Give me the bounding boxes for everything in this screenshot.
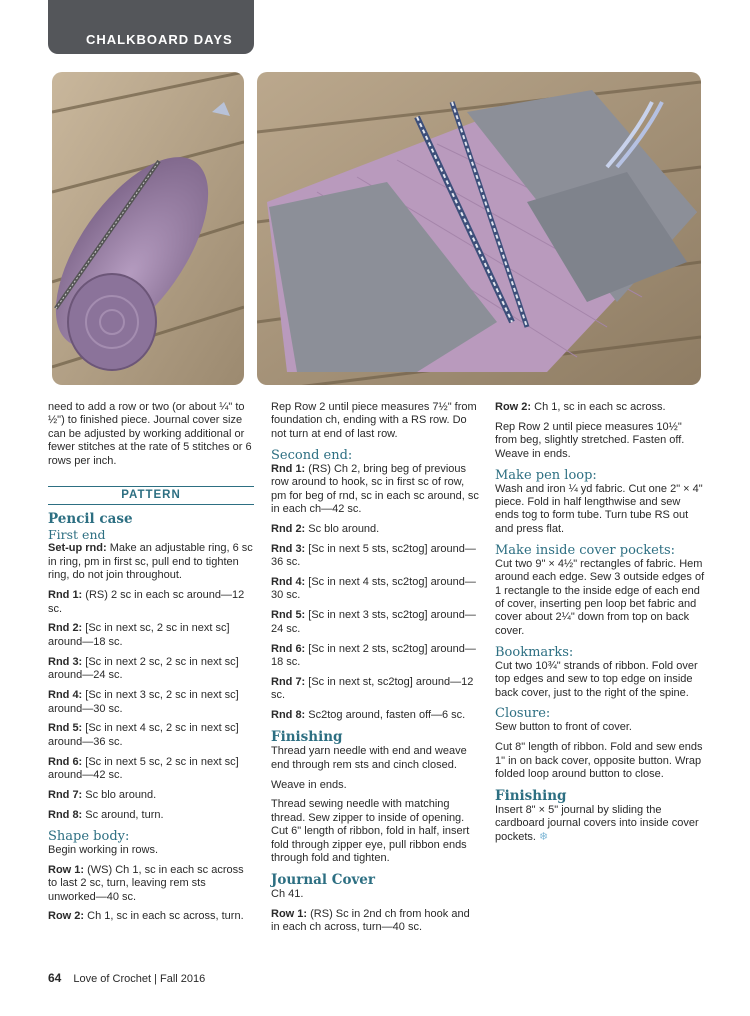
finishing-text: Thread sewing needle with matching thread. Sew zipper to inside of opening. Cut 6" length of ribbon, fold in half, insert fold through zipper eye, pull ribbon ends through fold and tighten.	[271, 798, 470, 865]
rep-text: Rep Row 2 until piece measures 10½" from beg, slightly stretched. Fasten off. Weave in ends.	[495, 420, 685, 460]
journal-cover-heading: Journal Cover	[271, 871, 376, 888]
snowflake-icon: ❄	[539, 830, 549, 843]
pattern-heading: PATTERN	[48, 486, 254, 505]
finishing-text: Thread yarn needle with end and weave end through rem sts and cinch closed.	[271, 745, 467, 771]
instruction-rnd: Rnd 5: [Sc in next 4 sc, 2 sc in next sc] around—36 sc.	[48, 722, 239, 748]
column-3	[495, 401, 705, 851]
instruction-rnd: Rnd 2: [Sc in next sc, 2 sc in next sc] around—18 sc.	[48, 622, 230, 648]
instruction-rnd: Rnd 7: [Sc in next st, sc2tog] around—12 sc.	[271, 676, 474, 702]
journal-cover-photo	[257, 72, 701, 385]
final-finishing-text: Insert 8" × 5" journal by sliding the cardboard journal covers into inside cover pockets. ❄	[495, 804, 699, 843]
instruction-row: Row 1: (WS) Ch 1, sc in each sc across to last 2 sc, turn, leaving rem sts unworked—40 sc.	[48, 863, 244, 903]
pen-loop-text: Wash and iron ¼ yd fabric. Cut one 2" × 4" piece. Fold in half lengthwise and sew ends tog to form tube. Turn tube RS out and press flat.	[495, 482, 703, 535]
instruction-rnd: Rnd 3: [Sc in next 2 sc, 2 sc in next sc] around—24 sc.	[48, 655, 239, 682]
pencil-case-photo	[52, 72, 244, 385]
issue-label: Fall 2016	[160, 973, 206, 985]
journal-cover-text: Ch 41.	[271, 887, 304, 900]
section-tab-label: CHALKBOARD DAYS	[86, 32, 233, 47]
instruction-row: Row 2: Ch 1, sc in each sc across, turn.	[48, 910, 244, 923]
instruction-row: Row 1: (RS) Sc in 2nd ch from hook and in each ch across, turn—40 sc.	[271, 907, 470, 934]
rep-text: Rep Row 2 until piece measures 7½" from foundation ch, ending with a RS row. Do not turn at end of last row.	[271, 401, 477, 440]
footer-separator: |	[151, 973, 160, 985]
instruction-rnd: Rnd 6: [Sc in next 5 sc, 2 sc in next sc] around—42 sc.	[48, 755, 239, 782]
bookmarks-text: Cut two 10¾" strands of ribbon. Fold over top edges and sew to top edge on inside back cover, just to the right of the spine.	[495, 659, 698, 699]
pockets-heading: Make inside cover pockets:	[495, 542, 676, 558]
section-tab	[48, 0, 254, 54]
instruction-rnd: Rnd 2: Sc blo around.	[271, 522, 380, 535]
pen-loop-heading: Make pen loop:	[495, 467, 597, 483]
magazine-title: Love of Crochet	[73, 973, 152, 985]
instruction-rnd: Rnd 4: [Sc in next 4 sts, sc2tog] around—30 sc.	[271, 576, 476, 602]
instruction-row: Row 2: Ch 1, sc in each sc across.	[495, 401, 666, 413]
finishing-heading: Finishing	[271, 729, 343, 746]
second-end-heading: Second end:	[271, 447, 353, 463]
bookmarks-heading: Bookmarks:	[495, 644, 574, 660]
closure-text: Cut 8" length of ribbon. Fold and sew ends 1" in on back cover, opposite button. Wrap folded loop around button to close.	[495, 741, 703, 781]
pockets-text: Cut two 9" × 4½" rectangles of fabric. Hem around each edge. Sew 3 outside edges of 1 rectangle to the inside edge of each end of cover, inserting pen loop bet fabric and cover about 2¼" down from top on back cover.	[495, 557, 705, 637]
instruction-rnd: Rnd 7: Sc blo around.	[48, 789, 157, 802]
instruction-rnd: Rnd 8: Sc2tog around, fasten off—6 sc.	[271, 709, 466, 722]
closure-heading: Closure:	[495, 706, 551, 722]
column-2	[271, 401, 479, 941]
shape-body-text: Begin working in rows.	[48, 843, 159, 856]
instruction-rnd: Rnd 3: [Sc in next 5 sts, sc2tog] around—36 sc.	[271, 542, 476, 569]
instruction-rnd: Rnd 4: [Sc in next 3 sc, 2 sc in next sc] around—30 sc.	[48, 689, 239, 715]
instruction-rnd: Rnd 8: Sc around, turn.	[48, 808, 164, 821]
first-end-subheading: First end	[48, 527, 106, 543]
closure-text: Sew button to front of cover.	[495, 721, 632, 734]
intro-text: need to add a row or two (or about ¼" to ½") to finished piece. Journal cover size can be adjusted by working additional or fewer stitches at the rate of 5 stitches or 6 rows per inch.	[48, 401, 252, 467]
finishing-text: Weave in ends.	[271, 778, 347, 791]
instruction-rnd: Rnd 1: (RS) 2 sc in each sc around—12 sc.	[48, 589, 245, 615]
instruction-rnd: Rnd 1: (RS) Ch 2, bring beg of previous row around to hook, sc in first sc of row, pm for beg of rnd, sc in each sc around, sc in each ch—42 sc.	[271, 462, 479, 515]
setup-rnd: Set-up rnd: Make an adjustable ring, 6 sc in ring, pm in first sc, pull end to tighten ring, do not join throughout.	[48, 542, 253, 582]
shape-body-heading: Shape body:	[48, 828, 130, 844]
final-finishing-heading: Finishing	[495, 788, 567, 805]
page-number: 64	[48, 971, 62, 985]
instruction-rnd: Rnd 6: [Sc in next 2 sts, sc2tog] around—18 sc.	[271, 642, 476, 669]
pencil-case-heading: Pencil case	[48, 511, 133, 528]
page-footer	[48, 971, 205, 985]
column-1	[48, 401, 254, 930]
instruction-rnd: Rnd 5: [Sc in next 3 sts, sc2tog] around—24 sc.	[271, 609, 476, 635]
